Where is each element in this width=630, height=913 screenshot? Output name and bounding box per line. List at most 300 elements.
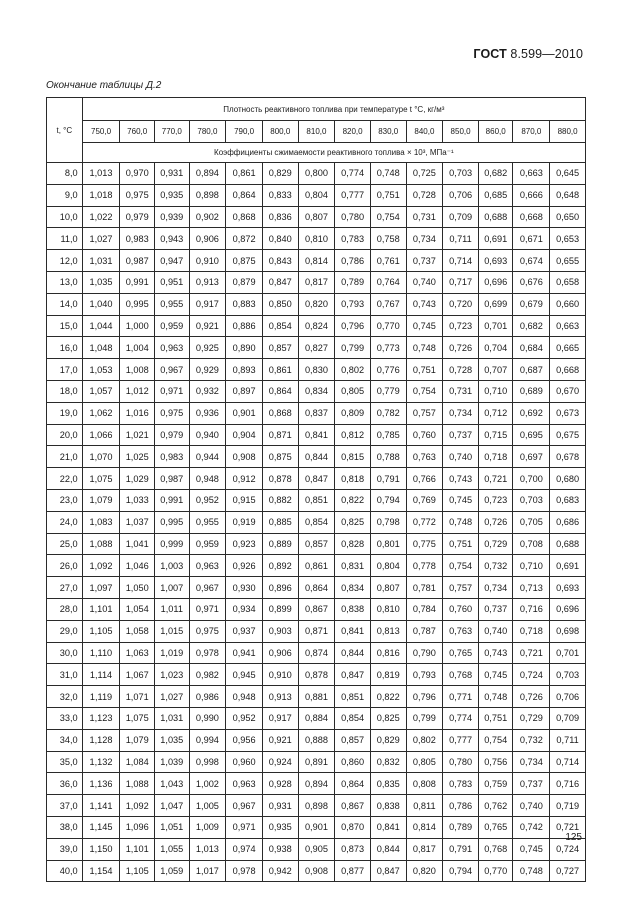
value-cell: 0,748 [370, 163, 406, 185]
value-cell: 0,673 [550, 402, 586, 424]
value-cell: 0,875 [262, 446, 298, 468]
value-cell: 1,128 [82, 729, 120, 751]
value-cell: 0,684 [513, 337, 550, 359]
value-cell: 0,816 [370, 642, 406, 664]
temperature-cell: 16,0 [47, 337, 83, 359]
temperature-cell: 11,0 [47, 228, 83, 250]
temperature-cell: 9,0 [47, 184, 83, 206]
table-row [47, 533, 586, 555]
temperature-cell: 12,0 [47, 250, 83, 272]
value-cell: 0,912 [226, 468, 263, 490]
value-cell: 1,009 [189, 816, 226, 838]
value-cell: 0,793 [335, 293, 371, 315]
compressibility-table [46, 97, 586, 882]
value-cell: 1,079 [120, 729, 155, 751]
value-cell: 0,924 [262, 751, 298, 773]
value-cell: 1,101 [120, 838, 155, 860]
value-cell: 0,740 [406, 271, 443, 293]
value-cell: 0,748 [478, 686, 513, 708]
table-row [47, 359, 586, 381]
value-cell: 1,062 [82, 402, 120, 424]
value-cell: 0,951 [154, 271, 189, 293]
value-cell: 0,709 [550, 707, 586, 729]
value-cell: 0,703 [550, 664, 586, 686]
value-cell: 0,814 [406, 816, 443, 838]
value-cell: 0,771 [443, 686, 479, 708]
value-cell: 0,843 [262, 250, 298, 272]
value-cell: 0,955 [189, 511, 226, 533]
value-cell: 0,689 [513, 380, 550, 402]
value-cell: 0,975 [120, 184, 155, 206]
table-row [47, 642, 586, 664]
value-cell: 0,999 [154, 533, 189, 555]
coefficient-header: Коэффициенты сжимаемости реактивного топлива × 10³, МПа⁻¹ [82, 143, 585, 163]
value-cell: 0,703 [443, 163, 479, 185]
value-cell: 0,703 [513, 489, 550, 511]
value-cell: 0,929 [189, 359, 226, 381]
value-cell: 0,877 [335, 860, 371, 882]
value-cell: 1,150 [82, 838, 120, 860]
value-cell: 0,728 [406, 184, 443, 206]
value-cell: 0,665 [550, 337, 586, 359]
value-cell: 1,054 [120, 598, 155, 620]
table-row [47, 446, 586, 468]
value-cell: 0,851 [298, 489, 335, 511]
value-cell: 0,729 [478, 533, 513, 555]
temperature-cell: 35,0 [47, 751, 83, 773]
value-cell: 0,668 [550, 359, 586, 381]
value-cell: 0,789 [335, 271, 371, 293]
value-cell: 0,830 [298, 359, 335, 381]
value-cell: 0,817 [406, 838, 443, 860]
value-cell: 0,761 [370, 250, 406, 272]
value-cell: 1,114 [82, 664, 120, 686]
table-row [47, 184, 586, 206]
value-cell: 0,686 [550, 511, 586, 533]
value-cell: 0,851 [335, 686, 371, 708]
value-cell: 0,745 [513, 838, 550, 860]
value-cell: 0,883 [226, 293, 263, 315]
value-cell: 1,046 [120, 555, 155, 577]
value-cell: 1,002 [189, 773, 226, 795]
value-cell: 0,905 [298, 838, 335, 860]
value-cell: 1,008 [120, 359, 155, 381]
value-cell: 0,777 [443, 729, 479, 751]
value-cell: 0,676 [513, 271, 550, 293]
value-cell: 1,092 [120, 795, 155, 817]
standard-number: 8.599—2010 [510, 47, 583, 61]
value-cell: 0,754 [406, 380, 443, 402]
value-cell: 1,035 [154, 729, 189, 751]
value-cell: 0,728 [443, 359, 479, 381]
value-cell: 0,671 [513, 228, 550, 250]
value-cell: 0,762 [478, 795, 513, 817]
value-cell: 0,783 [443, 773, 479, 795]
value-cell: 0,974 [226, 838, 263, 860]
value-cell: 0,943 [154, 228, 189, 250]
density-header: Плотность реактивного топлива при температуре t °C, кг/м³ [82, 98, 585, 121]
value-cell: 0,967 [226, 795, 263, 817]
value-cell: 0,653 [550, 228, 586, 250]
value-cell: 0,870 [335, 816, 371, 838]
value-cell: 0,760 [443, 598, 479, 620]
value-cell: 0,688 [478, 206, 513, 228]
value-cell: 1,048 [82, 337, 120, 359]
value-cell: 0,903 [262, 620, 298, 642]
value-cell: 0,959 [189, 533, 226, 555]
temperature-cell: 26,0 [47, 555, 83, 577]
value-cell: 0,663 [550, 315, 586, 337]
value-cell: 0,931 [154, 163, 189, 185]
value-cell: 0,998 [189, 751, 226, 773]
table-row [47, 250, 586, 272]
value-cell: 0,908 [226, 446, 263, 468]
value-cell: 0,847 [298, 468, 335, 490]
value-cell: 1,119 [82, 686, 120, 708]
value-cell: 0,894 [298, 773, 335, 795]
table-row [47, 773, 586, 795]
value-cell: 0,796 [335, 315, 371, 337]
value-cell: 1,079 [82, 489, 120, 511]
density-column-header: 790,0 [226, 121, 263, 143]
value-cell: 0,734 [478, 577, 513, 599]
temperature-cell: 21,0 [47, 446, 83, 468]
value-cell: 0,768 [443, 664, 479, 686]
value-cell: 0,751 [443, 533, 479, 555]
value-cell: 0,807 [370, 577, 406, 599]
value-cell: 0,891 [298, 751, 335, 773]
value-cell: 0,987 [120, 250, 155, 272]
value-cell: 0,786 [335, 250, 371, 272]
table-row [47, 402, 586, 424]
value-cell: 0,892 [262, 555, 298, 577]
value-cell: 0,931 [262, 795, 298, 817]
value-cell: 0,867 [298, 598, 335, 620]
value-cell: 0,766 [406, 468, 443, 490]
value-cell: 0,726 [513, 686, 550, 708]
value-cell: 0,952 [226, 707, 263, 729]
value-cell: 0,944 [189, 446, 226, 468]
value-cell: 0,787 [406, 620, 443, 642]
value-cell: 0,995 [120, 293, 155, 315]
temperature-cell: 39,0 [47, 838, 83, 860]
value-cell: 1,136 [82, 773, 120, 795]
value-cell: 0,721 [513, 642, 550, 664]
value-cell: 0,963 [154, 337, 189, 359]
value-cell: 0,721 [478, 468, 513, 490]
value-cell: 0,723 [478, 489, 513, 511]
temperature-cell: 22,0 [47, 468, 83, 490]
value-cell: 0,709 [443, 206, 479, 228]
value-cell: 0,679 [513, 293, 550, 315]
value-cell: 0,840 [262, 228, 298, 250]
value-cell: 0,959 [154, 315, 189, 337]
value-cell: 0,947 [154, 250, 189, 272]
value-cell: 0,682 [513, 315, 550, 337]
value-cell: 0,737 [443, 424, 479, 446]
temperature-cell: 34,0 [47, 729, 83, 751]
value-cell: 0,919 [226, 511, 263, 533]
value-cell: 0,713 [513, 577, 550, 599]
value-cell: 1,027 [82, 228, 120, 250]
value-cell: 0,720 [443, 293, 479, 315]
t-column-header: t, °C [47, 98, 83, 163]
value-cell: 1,047 [154, 795, 189, 817]
value-cell: 0,745 [406, 315, 443, 337]
value-cell: 0,967 [154, 359, 189, 381]
value-cell: 0,734 [443, 402, 479, 424]
table-caption: Окончание таблицы Д.2 [46, 80, 162, 91]
value-cell: 0,777 [335, 184, 371, 206]
value-cell: 0,696 [478, 271, 513, 293]
value-cell: 0,822 [335, 489, 371, 511]
value-cell: 0,790 [406, 642, 443, 664]
value-cell: 0,963 [226, 773, 263, 795]
value-cell: 0,688 [550, 533, 586, 555]
value-cell: 0,734 [406, 228, 443, 250]
value-cell: 0,926 [226, 555, 263, 577]
value-cell: 0,770 [370, 315, 406, 337]
value-cell: 0,825 [370, 707, 406, 729]
density-column-header: 800,0 [262, 121, 298, 143]
temperature-cell: 8,0 [47, 163, 83, 185]
table-row [47, 424, 586, 446]
value-cell: 0,798 [370, 511, 406, 533]
value-cell: 0,718 [478, 446, 513, 468]
value-cell: 0,737 [406, 250, 443, 272]
value-cell: 0,952 [189, 489, 226, 511]
value-cell: 1,029 [120, 468, 155, 490]
table-row [47, 468, 586, 490]
value-cell: 0,740 [443, 446, 479, 468]
value-cell: 0,693 [550, 577, 586, 599]
table-row [47, 577, 586, 599]
value-cell: 0,693 [478, 250, 513, 272]
value-cell: 0,948 [189, 468, 226, 490]
value-cell: 0,685 [478, 184, 513, 206]
density-column-header: 880,0 [550, 121, 586, 143]
value-cell: 0,963 [189, 555, 226, 577]
temperature-cell: 38,0 [47, 816, 83, 838]
value-cell: 0,799 [406, 707, 443, 729]
value-cell: 1,058 [120, 620, 155, 642]
value-cell: 0,834 [298, 380, 335, 402]
value-cell: 0,706 [550, 686, 586, 708]
value-cell: 0,955 [154, 293, 189, 315]
value-cell: 0,737 [478, 598, 513, 620]
value-cell: 0,764 [370, 271, 406, 293]
value-cell: 0,832 [370, 751, 406, 773]
table-row [47, 315, 586, 337]
temperature-cell: 17,0 [47, 359, 83, 381]
value-cell: 1,075 [82, 468, 120, 490]
value-cell: 0,861 [298, 555, 335, 577]
value-cell: 0,986 [189, 686, 226, 708]
document-header [473, 47, 583, 61]
table-row [47, 337, 586, 359]
table-row [47, 686, 586, 708]
value-cell: 0,781 [406, 577, 443, 599]
value-cell: 1,057 [82, 380, 120, 402]
value-cell: 0,861 [262, 359, 298, 381]
value-cell: 0,780 [443, 751, 479, 773]
table-row [47, 620, 586, 642]
value-cell: 0,898 [189, 184, 226, 206]
value-cell: 0,743 [478, 642, 513, 664]
value-cell: 1,023 [154, 664, 189, 686]
density-column-header: 850,0 [443, 121, 479, 143]
value-cell: 0,731 [443, 380, 479, 402]
value-cell: 1,043 [154, 773, 189, 795]
value-cell: 0,827 [298, 337, 335, 359]
value-cell: 0,751 [478, 707, 513, 729]
value-cell: 0,990 [189, 707, 226, 729]
value-cell: 0,768 [478, 838, 513, 860]
value-cell: 0,707 [478, 359, 513, 381]
value-cell: 0,889 [262, 533, 298, 555]
value-cell: 0,874 [298, 642, 335, 664]
value-cell: 0,710 [478, 380, 513, 402]
table-row [47, 511, 586, 533]
value-cell: 0,731 [406, 206, 443, 228]
value-cell: 0,844 [370, 838, 406, 860]
table-row [47, 729, 586, 751]
table-row [47, 555, 586, 577]
value-cell: 0,678 [550, 446, 586, 468]
value-cell: 0,971 [226, 816, 263, 838]
density-column-header: 860,0 [478, 121, 513, 143]
value-cell: 0,794 [443, 860, 479, 882]
value-cell: 0,770 [478, 860, 513, 882]
value-cell: 0,683 [550, 489, 586, 511]
density-column-header: 770,0 [154, 121, 189, 143]
value-cell: 0,801 [370, 533, 406, 555]
temperature-cell: 10,0 [47, 206, 83, 228]
value-cell: 1,003 [154, 555, 189, 577]
value-cell: 0,917 [189, 293, 226, 315]
value-cell: 0,820 [406, 860, 443, 882]
value-cell: 0,975 [189, 620, 226, 642]
value-cell: 1,051 [154, 816, 189, 838]
value-cell: 0,708 [513, 533, 550, 555]
value-cell: 0,785 [370, 424, 406, 446]
value-cell: 0,687 [513, 359, 550, 381]
value-cell: 0,815 [335, 446, 371, 468]
value-cell: 0,721 [550, 816, 586, 838]
value-cell: 1,096 [120, 816, 155, 838]
value-cell: 0,794 [370, 489, 406, 511]
value-cell: 0,655 [550, 250, 586, 272]
value-cell: 0,894 [189, 163, 226, 185]
value-cell: 0,935 [154, 184, 189, 206]
value-cell: 1,132 [82, 751, 120, 773]
value-cell: 0,979 [120, 206, 155, 228]
value-cell: 0,737 [513, 773, 550, 795]
value-cell: 0,971 [189, 598, 226, 620]
value-cell: 1,040 [82, 293, 120, 315]
value-cell: 0,729 [513, 707, 550, 729]
value-cell: 0,782 [370, 402, 406, 424]
value-cell: 0,913 [189, 271, 226, 293]
table-row [47, 598, 586, 620]
value-cell: 0,934 [226, 598, 263, 620]
value-cell: 0,691 [478, 228, 513, 250]
value-cell: 0,666 [513, 184, 550, 206]
value-cell: 0,724 [550, 838, 586, 860]
value-cell: 1,018 [82, 184, 120, 206]
value-cell: 0,824 [298, 315, 335, 337]
table-row [47, 664, 586, 686]
value-cell: 1,088 [120, 773, 155, 795]
value-cell: 0,780 [335, 206, 371, 228]
value-cell: 0,760 [406, 424, 443, 446]
value-cell: 0,987 [154, 468, 189, 490]
value-cell: 0,935 [262, 816, 298, 838]
value-cell: 0,994 [189, 729, 226, 751]
value-cell: 0,861 [226, 163, 263, 185]
value-cell: 1,110 [82, 642, 120, 664]
value-cell: 0,767 [370, 293, 406, 315]
value-cell: 0,939 [154, 206, 189, 228]
value-cell: 0,660 [550, 293, 586, 315]
value-cell: 1,027 [154, 686, 189, 708]
value-cell: 1,017 [189, 860, 226, 882]
table-body [47, 163, 586, 882]
value-cell: 0,757 [443, 577, 479, 599]
temperature-cell: 13,0 [47, 271, 83, 293]
value-cell: 0,695 [513, 424, 550, 446]
value-cell: 0,716 [550, 773, 586, 795]
value-cell: 0,716 [513, 598, 550, 620]
temperature-cell: 25,0 [47, 533, 83, 555]
value-cell: 0,670 [550, 380, 586, 402]
value-cell: 0,915 [226, 489, 263, 511]
value-cell: 0,754 [370, 206, 406, 228]
value-cell: 0,754 [443, 555, 479, 577]
value-cell: 0,857 [335, 729, 371, 751]
value-cell: 0,860 [335, 751, 371, 773]
value-cell: 1,053 [82, 359, 120, 381]
value-cell: 0,921 [189, 315, 226, 337]
temperature-cell: 20,0 [47, 424, 83, 446]
value-cell: 0,873 [335, 838, 371, 860]
value-cell: 0,893 [226, 359, 263, 381]
table-row [47, 271, 586, 293]
value-cell: 0,719 [550, 795, 586, 817]
value-cell: 0,791 [443, 838, 479, 860]
value-cell: 0,867 [335, 795, 371, 817]
value-cell: 0,727 [550, 860, 586, 882]
value-cell: 0,936 [189, 402, 226, 424]
value-cell: 0,740 [513, 795, 550, 817]
value-cell: 0,857 [262, 337, 298, 359]
temperature-cell: 18,0 [47, 380, 83, 402]
value-cell: 1,067 [120, 664, 155, 686]
value-cell: 0,871 [298, 620, 335, 642]
value-cell: 0,773 [370, 337, 406, 359]
value-cell: 0,991 [154, 489, 189, 511]
value-cell: 0,680 [550, 468, 586, 490]
value-cell: 0,872 [226, 228, 263, 250]
value-cell: 0,923 [226, 533, 263, 555]
value-cell: 0,668 [513, 206, 550, 228]
standard-label: ГОСТ [473, 47, 507, 61]
density-column-header: 760,0 [120, 121, 155, 143]
page-number: 125 [565, 832, 582, 843]
value-cell: 1,145 [82, 816, 120, 838]
value-cell: 0,878 [298, 664, 335, 686]
value-cell: 0,917 [262, 707, 298, 729]
